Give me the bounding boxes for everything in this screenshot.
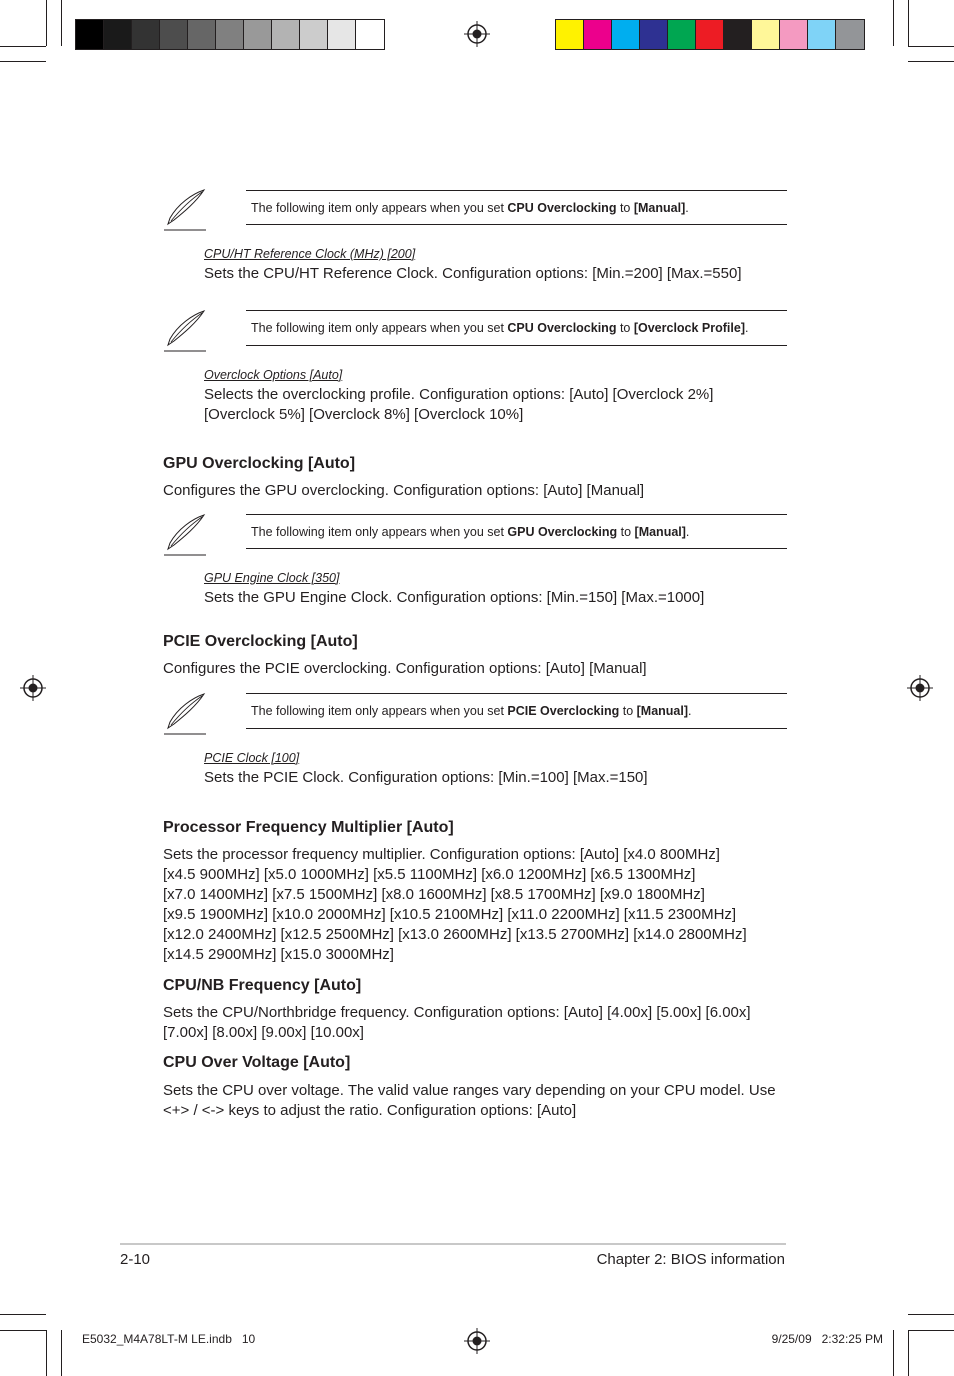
note-bottom-rule xyxy=(246,345,787,346)
process-color-swatch xyxy=(668,20,696,49)
section-description: [x12.0 2400MHz] [x12.5 2500MHz] [x13.0 2600MHz] [x13.5 2700MHz] [x14.0 2800MHz] xyxy=(163,926,747,943)
gray-swatch xyxy=(216,20,244,49)
note-top-rule xyxy=(246,514,787,515)
gray-swatch xyxy=(244,20,272,49)
note-text: The following item only appears when you set CPU Overclocking to [Manual]. xyxy=(251,201,689,215)
gray-swatch xyxy=(76,20,104,49)
sub-item-description: Selects the overclocking profile. Configuration options: [Auto] [Overclock 2%] xyxy=(204,386,714,403)
process-color-swatch xyxy=(752,20,780,49)
gray-swatch xyxy=(160,20,188,49)
process-color-bar xyxy=(555,19,865,50)
gray-swatch xyxy=(132,20,160,49)
section-description: [x4.5 900MHz] [x5.0 1000MHz] [x5.5 1100MHz] [x6.0 1200MHz] [x6.5 1300MHz] xyxy=(163,866,696,883)
print-datetime: 9/25/09 2:32:25 PM xyxy=(771,1332,883,1346)
sub-item-label: CPU/HT Reference Clock (MHz) [200] xyxy=(204,247,416,261)
section-description: Configures the GPU overclocking. Configuration options: [Auto] [Manual] xyxy=(163,482,645,499)
note-top-rule xyxy=(246,310,787,311)
registration-mark-icon xyxy=(464,1328,490,1354)
gray-swatch xyxy=(104,20,132,49)
note-text: The following item only appears when you set CPU Overclocking to [Overclock Profile]. xyxy=(251,321,749,335)
section-description: Sets the CPU over voltage. The valid value ranges vary depending on your CPU model. Use xyxy=(163,1082,776,1099)
process-color-swatch xyxy=(584,20,612,49)
process-color-swatch xyxy=(780,20,808,49)
file-slug: E5032_M4A78LT-M LE.indb 10 xyxy=(82,1332,256,1346)
note-bottom-rule xyxy=(246,224,787,225)
section-description: [x14.5 2900MHz] [x15.0 3000MHz] xyxy=(163,946,394,963)
section-description: [7.00x] [8.00x] [9.00x] [10.00x] xyxy=(163,1024,364,1041)
note-text: The following item only appears when you set GPU Overclocking to [Manual]. xyxy=(251,525,690,539)
chapter-title: Chapter 2: BIOS information xyxy=(596,1251,785,1268)
process-color-swatch xyxy=(612,20,640,49)
section-heading: PCIE Overclocking [Auto] xyxy=(163,633,358,650)
registration-mark-icon xyxy=(20,675,46,701)
sub-item-description: Sets the CPU/HT Reference Clock. Configuration options: [Min.=200] [Max.=550] xyxy=(204,265,742,282)
sub-item-label: PCIE Clock [100] xyxy=(204,751,300,765)
process-color-swatch xyxy=(696,20,724,49)
sub-item-description: Sets the GPU Engine Clock. Configuration options: [Min.=150] [Max.=1000] xyxy=(204,589,705,606)
section-heading: GPU Overclocking [Auto] xyxy=(163,455,356,472)
feather-pen-icon xyxy=(162,692,208,736)
section-description: [x9.5 1900MHz] [x10.0 2000MHz] [x10.5 2100MHz] [x11.0 2200MHz] [x11.5 2300MHz] xyxy=(163,906,737,923)
section-description: Configures the PCIE overclocking. Configuration options: [Auto] [Manual] xyxy=(163,660,647,677)
process-color-swatch xyxy=(836,20,864,49)
section-description: Sets the CPU/Northbridge frequency. Configuration options: [Auto] [4.00x] [5.00x] [6.00x] xyxy=(163,1004,751,1021)
note-top-rule xyxy=(246,693,787,694)
gray-swatch xyxy=(272,20,300,49)
note-text: The following item only appears when you set PCIE Overclocking to [Manual]. xyxy=(251,704,692,718)
registration-mark-icon xyxy=(907,675,933,701)
feather-pen-icon xyxy=(162,188,208,232)
sub-item-label: GPU Engine Clock [350] xyxy=(204,571,340,585)
note-bottom-rule xyxy=(246,728,787,729)
note-top-rule xyxy=(246,190,787,191)
feather-pen-icon xyxy=(162,309,208,353)
sub-item-description: Sets the PCIE Clock. Configuration options: [Min.=100] [Max.=150] xyxy=(204,769,648,786)
gray-swatch xyxy=(356,20,384,49)
process-color-swatch xyxy=(808,20,836,49)
feather-pen-icon xyxy=(162,513,208,557)
gray-swatch xyxy=(188,20,216,49)
section-description: [x7.0 1400MHz] [x7.5 1500MHz] [x8.0 1600MHz] [x8.5 1700MHz] [x9.0 1800MHz] xyxy=(163,886,705,903)
process-color-swatch xyxy=(640,20,668,49)
registration-mark-icon xyxy=(464,21,490,47)
note-bottom-rule xyxy=(246,548,787,549)
gray-swatch xyxy=(328,20,356,49)
footer-rule xyxy=(120,1243,786,1245)
gray-swatch xyxy=(300,20,328,49)
section-heading: CPU/NB Frequency [Auto] xyxy=(163,977,362,994)
process-color-swatch xyxy=(724,20,752,49)
sub-item-description: [Overclock 5%] [Overclock 8%] [Overclock 10%] xyxy=(204,406,524,423)
page-number: 2-10 xyxy=(120,1251,151,1268)
grayscale-color-bar xyxy=(75,19,385,50)
section-heading: CPU Over Voltage [Auto] xyxy=(163,1054,351,1071)
section-description: Sets the processor frequency multiplier. Configuration options: [Auto] [x4.0 800MHz] xyxy=(163,846,720,863)
section-heading: Processor Frequency Multiplier [Auto] xyxy=(163,819,454,836)
sub-item-label: Overclock Options [Auto] xyxy=(204,368,343,382)
process-color-swatch xyxy=(556,20,584,49)
section-description: <+> / <-> keys to adjust the ratio. Configuration options: [Auto] xyxy=(163,1102,577,1119)
